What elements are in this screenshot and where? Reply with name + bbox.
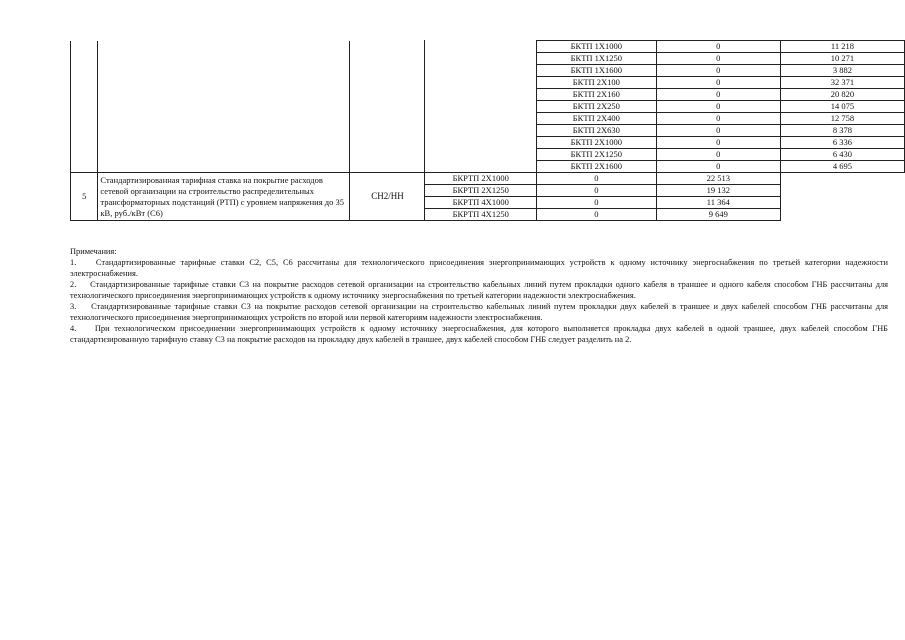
- substation-type-cell: БКРТП 4Х1000: [425, 197, 536, 209]
- substation-type-cell: БКТП 1Х1000: [536, 41, 656, 53]
- zero-cell: 0: [536, 185, 656, 197]
- rate-value-cell: 11 364: [656, 197, 780, 209]
- rate-value-cell: 4 695: [780, 161, 904, 173]
- rate-value-cell: 32 371: [780, 77, 904, 89]
- zero-cell: 0: [656, 65, 780, 77]
- substation-type-cell: БКРТП 2Х1250: [425, 185, 536, 197]
- notes-section: [70, 246, 888, 345]
- notes-heading: Примечания:: [70, 247, 117, 256]
- zero-cell: 0: [656, 161, 780, 173]
- note-item: 2. Стандартизированные тарифные ставки С3 на покрытие расходов сетевой организации на строительство кабельных линий путем прокладки одного кабеля в траншее и одного кабеля способом ГНБ рассчитаны для технологического присоединения энергопринимающих устройств к одному источнику энергоснабжения по третьей категории надежности электроснабжения.: [70, 280, 888, 300]
- substation-type-cell: БКТП 2Х100: [536, 77, 656, 89]
- zero-cell: 0: [536, 209, 656, 221]
- substation-type-cell: БКТП 2Х1250: [536, 149, 656, 161]
- zero-cell: 0: [536, 197, 656, 209]
- tariff-table: [70, 40, 905, 221]
- substation-type-cell: БКРТП 4Х1250: [425, 209, 536, 221]
- rate-value-cell: 14 075: [780, 101, 904, 113]
- rate-value-cell: 6 430: [780, 149, 904, 161]
- zero-cell: 0: [656, 41, 780, 53]
- zero-cell: 0: [656, 53, 780, 65]
- note-item: 4. При технологическом присоединении энергопринимающих устройств к одному источнику энергоснабжения, для которого выполняется прокладка двух кабелей в одной траншее, двух кабелей способом ГНБ стандартизированную тарифную ставку С3 на покрытие расходов на прокладку двух кабелей в траншее, двух кабелей способом ГНБ следует разделить на 2.: [70, 324, 888, 344]
- rate-value-cell: 3 882: [780, 65, 904, 77]
- table-row: [71, 173, 905, 185]
- substation-type-cell: БКРТП 2Х1000: [425, 173, 536, 185]
- voltage-level-cell: СН2/НН: [350, 173, 425, 221]
- voltage-level-cell: [350, 41, 425, 173]
- substation-type-cell: БКТП 2Х250: [536, 101, 656, 113]
- zero-cell: 0: [656, 137, 780, 149]
- zero-cell: 0: [656, 149, 780, 161]
- rate-value-cell: 9 649: [656, 209, 780, 221]
- rate-value-cell: 8 378: [780, 125, 904, 137]
- note-item: 3. Стандартизированные тарифные ставки С3 на покрытие расходов сетевой организации на строительство кабельных линий путем прокладки двух кабелей в траншее и двух кабелей способом ГНБ рассчитаны для технологического присоединения энергопринимающих устройств по второй или первой категориям надежности электроснабжения.: [70, 302, 888, 322]
- blank-column-cell: [425, 41, 536, 173]
- zero-cell: 0: [656, 101, 780, 113]
- substation-type-cell: БКТП 1Х1600: [536, 65, 656, 77]
- row-number-cell: [71, 41, 98, 173]
- rate-value-cell: 10 271: [780, 53, 904, 65]
- note-item: 1. Стандартизированные тарифные ставки С2, С5, С6 рассчитаны для технологического присоединения энергопринимающих устройств к одному источнику энергоснабжения по третьей категории надежности электроснабжения.: [70, 258, 888, 278]
- substation-type-cell: БКТП 2Х400: [536, 113, 656, 125]
- row-number-cell: 5: [71, 173, 98, 221]
- substation-type-cell: БКТП 2Х1000: [536, 137, 656, 149]
- substation-type-cell: БКТП 1Х1250: [536, 53, 656, 65]
- substation-type-cell: БКТП 2Х1600: [536, 161, 656, 173]
- rate-value-cell: 6 336: [780, 137, 904, 149]
- substation-type-cell: БКТП 2Х630: [536, 125, 656, 137]
- zero-cell: 0: [536, 173, 656, 185]
- zero-cell: 0: [656, 89, 780, 101]
- rate-value-cell: 12 758: [780, 113, 904, 125]
- zero-cell: 0: [656, 113, 780, 125]
- upper-rows: [71, 41, 905, 173]
- rate-value-cell: 19 132: [656, 185, 780, 197]
- description-cell: Стандартизированная тарифная ставка на покрытие расходов сетевой организации на строительство распределительных трансформаторных подстанций (РТП) с уровнем напряжения до 35 кВ, руб./кВт (С6): [98, 173, 350, 221]
- rate-value-cell: 22 513: [656, 173, 780, 185]
- substation-type-cell: БКТП 2Х160: [536, 89, 656, 101]
- zero-cell: 0: [656, 125, 780, 137]
- rate-value-cell: 20 820: [780, 89, 904, 101]
- row-5-group: [71, 173, 905, 221]
- rate-value-cell: 11 218: [780, 41, 904, 53]
- zero-cell: 0: [656, 77, 780, 89]
- description-cell: [98, 41, 350, 173]
- table-row: [71, 41, 905, 53]
